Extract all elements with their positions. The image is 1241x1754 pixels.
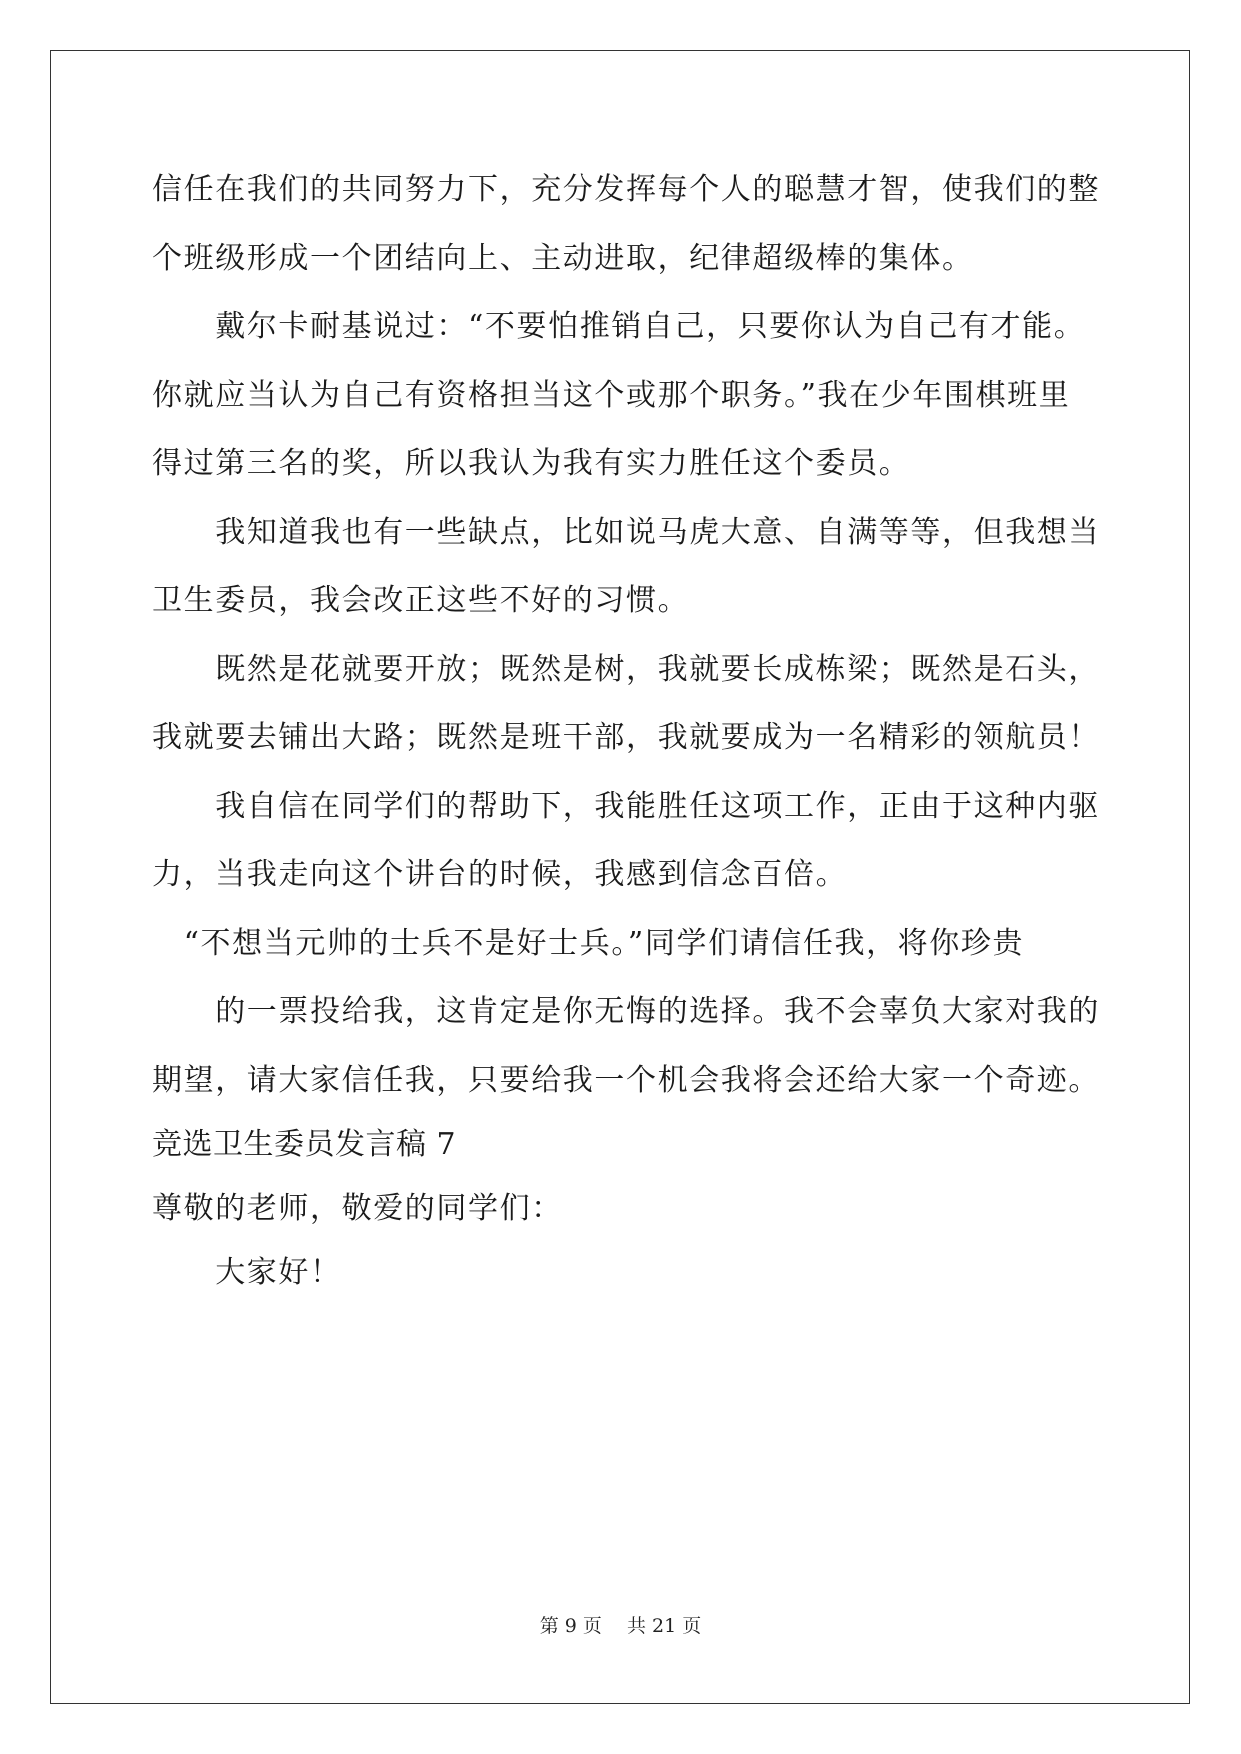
paragraph-line: 既然是花就要开放；既然是树，我就要长成栋梁；既然是石头， [152, 652, 1100, 687]
section-title: 竞选卫生委员发言稿 7 [152, 1127, 457, 1162]
page-number-footer: 第 9 页 共 21 页 [539, 1615, 702, 1637]
paragraph-line: 你就应当认为自己有资格担当这个或那个职务。”我在少年围棋班里 [152, 378, 1071, 413]
paragraph-line: 期望，请大家信任我，只要给我一个机会我将会还给大家一个奇迹。 [152, 1063, 1100, 1098]
paragraph-line: 我自信在同学们的帮助下，我能胜任这项工作，正由于这种内驱 [152, 789, 1100, 824]
paragraph-line: 我就要去铺出大路；既然是班干部，我就要成为一名精彩的领航员！ [152, 720, 1100, 755]
salutation: 尊敬的老师，敬爱的同学们： [152, 1191, 563, 1226]
greeting: 大家好！ [152, 1255, 342, 1290]
paragraph-line: 个班级形成一个团结向上、主动进取，纪律超级棒的集体。 [152, 241, 974, 276]
paragraph-line: 我知道我也有一些缺点，比如说马虎大意、自满等等，但我想当 [152, 515, 1100, 550]
paragraph-line: “不想当元帅的士兵不是好士兵。”同学们请信任我，将你珍贵 [152, 926, 1025, 961]
paragraph-line: 力，当我走向这个讲台的时候，我感到信念百倍。 [152, 857, 848, 892]
paragraph-line: 的一票投给我，这肯定是你无悔的选择。我不会辜负大家对我的 [152, 994, 1100, 1029]
paragraph-line: 卫生委员，我会改正这些不好的习惯。 [152, 583, 690, 618]
paragraph-line: 戴尔卡耐基说过：“不要怕推销自己，只要你认为自己有才能。 [152, 309, 1086, 344]
paragraph-line: 得过第三名的奖，所以我认为我有实力胜任这个委员。 [152, 446, 911, 481]
paragraph-line: 信任在我们的共同努力下，充分发挥每个人的聪慧才智，使我们的整 [152, 172, 1100, 207]
